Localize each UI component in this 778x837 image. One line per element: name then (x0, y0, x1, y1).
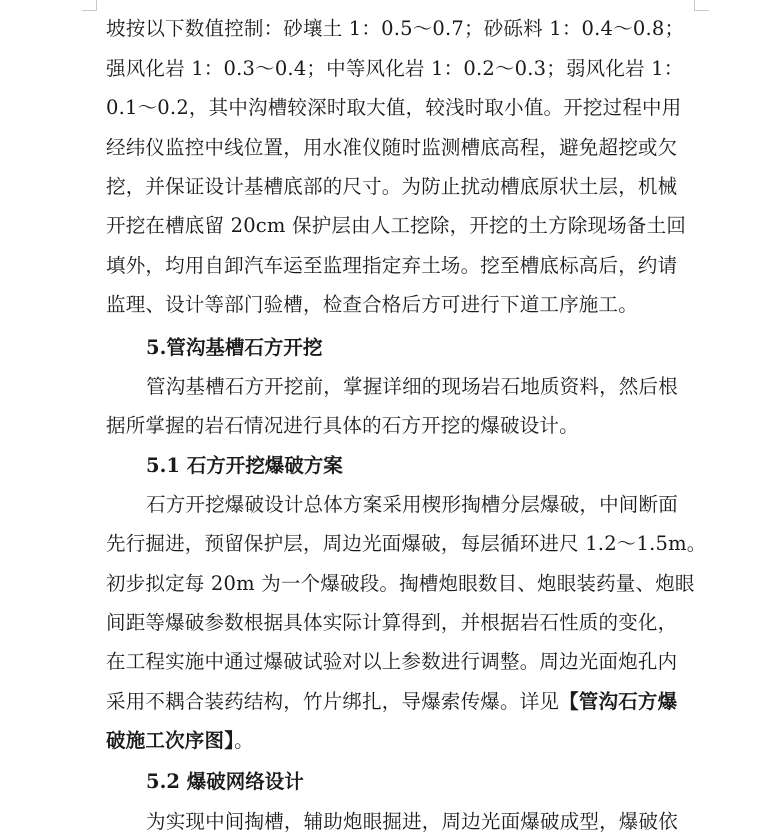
body-line (106, 729, 684, 753)
body-line: 为实现中间掏槽，辅助炮眼掘进，周边光面爆破成型，爆破依 (146, 810, 678, 833)
body-line: 先行掘进，预留保护层，周边光面爆破，每层循环进尺 1.2～1.5m。 (106, 532, 707, 555)
body-text: 采用不耦合装药结构，竹片绑扎，导爆索传爆。详见 (106, 690, 560, 713)
section-heading-5: 5.管沟基槽石方开挖 (146, 336, 323, 359)
body-line: 强风化岩 1：0.3～0.4；中等风化岩 1：0.2～0.3；弱风化岩 1： (106, 57, 684, 80)
page-corner-mark-left (82, 0, 97, 11)
body-text: 。 (234, 729, 254, 752)
body-line: 初步拟定每 20m 为一个爆破段。掏槽炮眼数目、炮眼装药量、炮眼 (106, 572, 695, 595)
body-line: 石方开挖爆破设计总体方案采用楔形掏槽分层爆破，中间断面 (146, 493, 678, 516)
figure-reference: 破施工次序图】 (106, 729, 235, 752)
body-line (106, 690, 684, 714)
body-line: 监理、设计等部门验槽，检查合格后方可进行下道工序施工。 (106, 293, 638, 316)
body-line: 开挖在槽底留 20cm 保护层由人工挖除，开挖的土方除现场备土回 (106, 214, 687, 237)
section-heading-5-1: 5.1 石方开挖爆破方案 (146, 454, 343, 477)
body-line: 管沟基槽石方开挖前，掌握详细的现场岩石地质资料，然后根 (146, 375, 678, 398)
figure-reference: 【管沟石方爆 (559, 690, 678, 713)
section-heading-5-2: 5.2 爆破网络设计 (146, 770, 304, 793)
body-line: 据所掌握的岩石情况进行具体的石方开挖的爆破设计。 (106, 414, 579, 437)
body-line: 挖，并保证设计基槽底部的尺寸。为防止扰动槽底原状土层，机械 (106, 175, 678, 198)
body-line: 间距等爆破参数根据具体实际计算得到，并根据岩石性质的变化， (106, 611, 678, 634)
body-line: 填外，均用自卸汽车运至监理指定弃土场。挖至槽底标高后，约请 (106, 254, 678, 277)
body-line: 坡按以下数值控制：砂壤土 1：0.5～0.7；砂砾料 1：0.4～0.8； (106, 17, 685, 40)
body-line: 0.1～0.2，其中沟槽较深时取大值，较浅时取小值。开挖过程中用 (106, 96, 682, 119)
body-line: 经纬仪监控中线位置，用水准仪随时监测槽底高程，避免超挖或欠 (106, 136, 678, 159)
page-corner-mark-right (694, 0, 709, 11)
body-line: 在工程实施中通过爆破试验对以上参数进行调整。周边光面炮孔内 (106, 650, 678, 673)
